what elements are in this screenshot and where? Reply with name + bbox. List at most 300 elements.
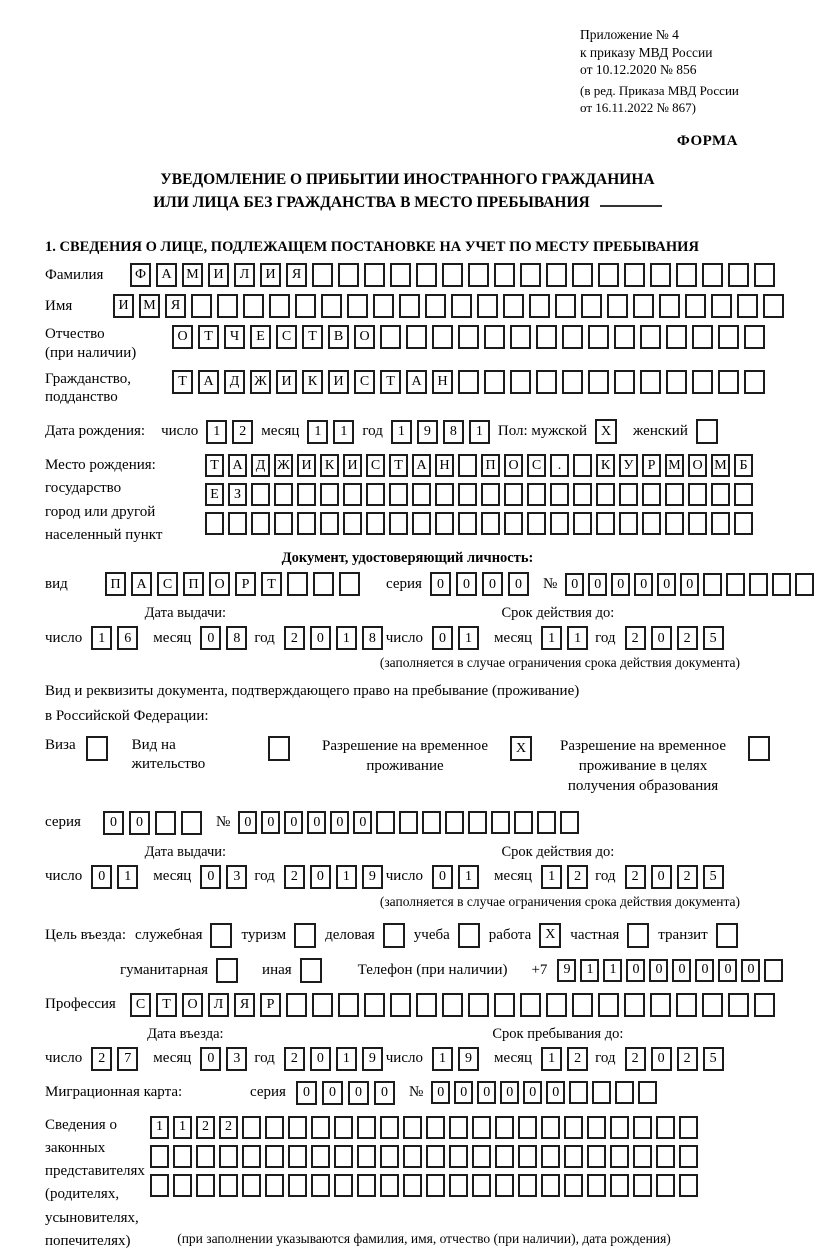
char-cell[interactable]: Т [261,572,282,596]
char-cell[interactable]: 1 [391,420,412,444]
char-cell[interactable] [442,263,463,287]
char-cell[interactable]: 9 [557,959,576,982]
char-cell[interactable]: Т [198,325,219,349]
char-cell[interactable]: 0 [651,626,672,650]
char-cell[interactable]: А [156,263,177,287]
char-cell[interactable]: 1 [150,1116,169,1139]
sex-female-checkbox[interactable] [696,419,718,444]
char-cell[interactable]: Ж [250,370,271,394]
char-cell[interactable] [564,1116,583,1139]
char-cell[interactable] [320,512,339,535]
char-cell[interactable]: 8 [443,420,464,444]
name-cells[interactable] [113,294,784,318]
char-cell[interactable] [666,370,687,394]
char-cell[interactable]: 0 [500,1081,519,1104]
char-cell[interactable]: 1 [580,959,599,982]
char-cell[interactable]: И [297,454,316,477]
tourism-checkbox[interactable] [294,923,316,948]
char-cell[interactable] [472,1116,491,1139]
char-cell[interactable] [614,370,635,394]
char-cell[interactable] [366,512,385,535]
char-cell[interactable]: 5 [703,1047,724,1071]
char-cell[interactable] [734,512,753,535]
char-cell[interactable] [228,512,247,535]
char-cell[interactable] [403,1116,422,1139]
char-cell[interactable]: 9 [362,865,383,889]
char-cell[interactable]: 0 [296,1081,317,1105]
char-cell[interactable]: К [320,454,339,477]
char-cell[interactable] [251,483,270,506]
char-cell[interactable] [728,263,749,287]
char-cell[interactable] [504,483,523,506]
expiry-year-cells[interactable] [625,865,724,889]
char-cell[interactable] [150,1174,169,1197]
char-cell[interactable] [656,1145,675,1168]
char-cell[interactable]: 0 [348,1081,369,1105]
char-cell[interactable] [596,512,615,535]
char-cell[interactable]: 0 [649,959,668,982]
char-cell[interactable]: 1 [91,626,112,650]
study-checkbox[interactable] [458,923,480,948]
char-cell[interactable] [380,1116,399,1139]
char-cell[interactable] [564,1145,583,1168]
char-cell[interactable] [504,512,523,535]
char-cell[interactable]: М [711,454,730,477]
char-cell[interactable] [749,573,768,596]
char-cell[interactable] [373,294,394,318]
char-cell[interactable] [610,1116,629,1139]
char-cell[interactable]: С [130,993,151,1017]
char-cell[interactable] [390,993,411,1017]
char-cell[interactable] [744,325,765,349]
char-cell[interactable]: 1 [336,865,357,889]
char-cell[interactable] [633,1116,652,1139]
char-cell[interactable]: 0 [482,572,503,596]
char-cell[interactable] [243,294,264,318]
char-cell[interactable]: Т [302,325,323,349]
char-cell[interactable] [219,1145,238,1168]
sex-male-checkbox[interactable]: X [595,419,617,444]
char-cell[interactable]: П [481,454,500,477]
char-cell[interactable]: 1 [336,1047,357,1071]
char-cell[interactable] [173,1174,192,1197]
char-cell[interactable] [728,993,749,1017]
char-cell[interactable] [588,370,609,394]
char-cell[interactable] [219,1174,238,1197]
char-cell[interactable] [357,1174,376,1197]
char-cell[interactable]: С [276,325,297,349]
char-cell[interactable] [702,993,723,1017]
char-cell[interactable]: О [688,454,707,477]
char-cell[interactable]: 8 [362,626,383,650]
char-cell[interactable] [311,1116,330,1139]
char-cell[interactable] [520,263,541,287]
char-cell[interactable] [529,294,550,318]
char-cell[interactable]: А [131,572,152,596]
char-cell[interactable]: 0 [508,572,529,596]
char-cell[interactable]: Д [224,370,245,394]
char-cell[interactable] [481,512,500,535]
char-cell[interactable]: 1 [603,959,622,982]
char-cell[interactable]: 0 [432,626,453,650]
char-cell[interactable]: 1 [432,1047,453,1071]
char-cell[interactable] [572,263,593,287]
char-cell[interactable]: 0 [310,626,331,650]
char-cell[interactable]: . [550,454,569,477]
char-cell[interactable] [380,325,401,349]
char-cell[interactable] [560,811,579,834]
char-cell[interactable] [205,512,224,535]
char-cell[interactable]: 0 [523,1081,542,1104]
char-cell[interactable]: 0 [741,959,760,982]
char-cell[interactable] [754,993,775,1017]
char-cell[interactable] [312,993,333,1017]
char-cell[interactable]: 0 [454,1081,473,1104]
patronymic-cells[interactable] [172,325,765,349]
char-cell[interactable]: 2 [625,1047,646,1071]
char-cell[interactable] [546,993,567,1017]
char-cell[interactable] [503,294,524,318]
char-cell[interactable]: 0 [129,811,150,835]
char-cell[interactable] [737,294,758,318]
char-cell[interactable]: Р [642,454,661,477]
expiry-day-cells[interactable] [432,626,479,650]
char-cell[interactable] [412,512,431,535]
char-cell[interactable] [458,454,477,477]
char-cell[interactable]: Т [172,370,193,394]
char-cell[interactable] [572,993,593,1017]
char-cell[interactable] [619,512,638,535]
char-cell[interactable] [321,294,342,318]
representatives-cells-row2[interactable] [150,1145,698,1168]
char-cell[interactable]: 0 [680,573,699,596]
char-cell[interactable] [181,811,202,835]
char-cell[interactable] [744,370,765,394]
char-cell[interactable] [491,811,510,834]
representatives-cells-row3[interactable] [150,1174,698,1197]
char-cell[interactable]: Н [435,454,454,477]
char-cell[interactable] [666,325,687,349]
char-cell[interactable]: 2 [567,865,588,889]
char-cell[interactable] [468,993,489,1017]
char-cell[interactable]: 2 [284,1047,305,1071]
char-cell[interactable]: 1 [469,420,490,444]
char-cell[interactable] [587,1174,606,1197]
char-cell[interactable]: Ч [224,325,245,349]
char-cell[interactable] [451,294,472,318]
char-cell[interactable]: 1 [206,420,227,444]
issue-year-cells[interactable] [284,865,383,889]
char-cell[interactable] [468,811,487,834]
char-cell[interactable]: 5 [703,626,724,650]
char-cell[interactable] [389,483,408,506]
char-cell[interactable] [763,294,784,318]
char-cell[interactable] [614,325,635,349]
char-cell[interactable] [638,1081,657,1104]
char-cell[interactable] [286,993,307,1017]
char-cell[interactable]: 9 [417,420,438,444]
char-cell[interactable]: 0 [353,811,372,834]
char-cell[interactable]: 1 [173,1116,192,1139]
char-cell[interactable] [432,325,453,349]
char-cell[interactable] [711,294,732,318]
residence-number-cells[interactable] [238,811,579,834]
char-cell[interactable] [287,572,308,596]
char-cell[interactable] [265,1116,284,1139]
char-cell[interactable] [150,1145,169,1168]
char-cell[interactable]: 2 [284,865,305,889]
char-cell[interactable]: Я [286,263,307,287]
doc-kind-cells[interactable] [105,572,360,596]
char-cell[interactable] [288,1145,307,1168]
char-cell[interactable] [718,370,739,394]
char-cell[interactable] [550,483,569,506]
char-cell[interactable]: 0 [431,1081,450,1104]
char-cell[interactable] [399,294,420,318]
char-cell[interactable] [406,325,427,349]
char-cell[interactable]: А [406,370,427,394]
char-cell[interactable] [624,263,645,287]
char-cell[interactable]: 1 [117,865,138,889]
temp-residence-checkbox[interactable]: X [510,736,532,761]
doc-series-cells[interactable] [430,572,529,596]
char-cell[interactable] [536,325,557,349]
char-cell[interactable] [312,263,333,287]
birth-place-cells-row2[interactable] [205,483,753,506]
char-cell[interactable]: 9 [362,1047,383,1071]
char-cell[interactable] [598,263,619,287]
char-cell[interactable] [562,370,583,394]
char-cell[interactable] [527,512,546,535]
char-cell[interactable] [564,1174,583,1197]
char-cell[interactable] [426,1116,445,1139]
birth-day-cells[interactable] [206,420,253,444]
char-cell[interactable]: А [198,370,219,394]
char-cell[interactable]: 2 [677,626,698,650]
char-cell[interactable]: 2 [677,865,698,889]
char-cell[interactable] [656,1116,675,1139]
char-cell[interactable]: И [113,294,134,318]
char-cell[interactable]: А [412,454,431,477]
char-cell[interactable] [495,1174,514,1197]
char-cell[interactable] [403,1174,422,1197]
char-cell[interactable]: 0 [657,573,676,596]
char-cell[interactable] [334,1174,353,1197]
char-cell[interactable]: К [302,370,323,394]
char-cell[interactable] [311,1145,330,1168]
expiry-month-cells[interactable] [541,626,588,650]
char-cell[interactable] [403,1145,422,1168]
char-cell[interactable]: В [328,325,349,349]
official-checkbox[interactable] [210,923,232,948]
char-cell[interactable]: А [228,454,247,477]
doc-number-cells[interactable] [565,573,814,596]
char-cell[interactable] [481,483,500,506]
stay-month-cells[interactable] [541,1047,588,1071]
char-cell[interactable] [251,512,270,535]
entry-day-cells[interactable] [91,1047,138,1071]
char-cell[interactable] [685,294,706,318]
char-cell[interactable] [596,483,615,506]
char-cell[interactable]: У [619,454,638,477]
char-cell[interactable]: 3 [226,865,247,889]
char-cell[interactable]: 0 [565,573,584,596]
char-cell[interactable]: 0 [307,811,326,834]
char-cell[interactable] [764,959,783,982]
char-cell[interactable] [357,1116,376,1139]
char-cell[interactable] [640,325,661,349]
char-cell[interactable] [692,370,713,394]
char-cell[interactable]: 1 [307,420,328,444]
char-cell[interactable] [297,512,316,535]
char-cell[interactable]: Т [205,454,224,477]
char-cell[interactable]: 0 [588,573,607,596]
char-cell[interactable] [665,483,684,506]
char-cell[interactable] [624,993,645,1017]
char-cell[interactable]: И [208,263,229,287]
char-cell[interactable] [288,1174,307,1197]
char-cell[interactable] [265,1145,284,1168]
char-cell[interactable] [364,263,385,287]
char-cell[interactable] [426,1174,445,1197]
char-cell[interactable] [615,1081,634,1104]
char-cell[interactable] [702,263,723,287]
char-cell[interactable] [376,811,395,834]
char-cell[interactable] [311,1174,330,1197]
char-cell[interactable] [422,811,441,834]
char-cell[interactable] [518,1145,537,1168]
char-cell[interactable] [581,294,602,318]
char-cell[interactable] [435,483,454,506]
char-cell[interactable]: 0 [695,959,714,982]
private-checkbox[interactable] [627,923,649,948]
issue-month-cells[interactable] [200,865,247,889]
char-cell[interactable] [588,325,609,349]
migration-number-cells[interactable] [431,1081,657,1104]
char-cell[interactable]: И [328,370,349,394]
char-cell[interactable] [518,1116,537,1139]
char-cell[interactable] [389,512,408,535]
char-cell[interactable] [217,294,238,318]
char-cell[interactable]: 1 [541,626,562,650]
birth-place-cells-row3[interactable] [205,512,753,535]
residence-permit-checkbox[interactable] [268,736,290,761]
char-cell[interactable]: 0 [651,1047,672,1071]
char-cell[interactable]: 2 [232,420,253,444]
char-cell[interactable]: 0 [651,865,672,889]
char-cell[interactable]: И [276,370,297,394]
char-cell[interactable]: С [527,454,546,477]
char-cell[interactable] [679,1145,698,1168]
char-cell[interactable] [313,572,334,596]
char-cell[interactable]: 1 [333,420,354,444]
char-cell[interactable] [650,993,671,1017]
char-cell[interactable]: Р [235,572,256,596]
char-cell[interactable] [449,1174,468,1197]
char-cell[interactable] [242,1145,261,1168]
char-cell[interactable]: Д [251,454,270,477]
humanitarian-checkbox[interactable] [216,958,238,983]
char-cell[interactable] [242,1116,261,1139]
char-cell[interactable] [642,483,661,506]
char-cell[interactable] [495,1145,514,1168]
birth-place-cells-row1[interactable] [205,454,753,477]
char-cell[interactable] [633,294,654,318]
char-cell[interactable] [338,993,359,1017]
issue-day-cells[interactable] [91,626,138,650]
char-cell[interactable]: С [157,572,178,596]
char-cell[interactable] [527,483,546,506]
char-cell[interactable] [477,294,498,318]
char-cell[interactable] [587,1145,606,1168]
char-cell[interactable]: 2 [91,1047,112,1071]
char-cell[interactable] [472,1174,491,1197]
char-cell[interactable]: 0 [200,865,221,889]
char-cell[interactable] [619,483,638,506]
char-cell[interactable]: 0 [322,1081,343,1105]
char-cell[interactable]: З [228,483,247,506]
char-cell[interactable] [718,325,739,349]
char-cell[interactable]: Я [234,993,255,1017]
birth-year-cells[interactable] [391,420,490,444]
char-cell[interactable] [587,1116,606,1139]
representatives-cells-row1[interactable] [150,1116,698,1139]
char-cell[interactable]: 0 [261,811,280,834]
char-cell[interactable]: 1 [458,626,479,650]
char-cell[interactable]: 0 [284,811,303,834]
char-cell[interactable]: Р [260,993,281,1017]
char-cell[interactable] [343,512,362,535]
char-cell[interactable] [772,573,791,596]
char-cell[interactable] [692,325,713,349]
char-cell[interactable]: Е [250,325,271,349]
char-cell[interactable] [562,325,583,349]
char-cell[interactable] [288,1116,307,1139]
char-cell[interactable] [242,1174,261,1197]
entry-year-cells[interactable] [284,1047,383,1071]
char-cell[interactable]: Е [205,483,224,506]
char-cell[interactable]: О [504,454,523,477]
char-cell[interactable] [366,483,385,506]
char-cell[interactable] [173,1145,192,1168]
char-cell[interactable] [297,483,316,506]
stay-day-cells[interactable] [432,1047,479,1071]
char-cell[interactable]: 0 [238,811,257,834]
char-cell[interactable] [541,1145,560,1168]
char-cell[interactable] [569,1081,588,1104]
char-cell[interactable]: 0 [634,573,653,596]
char-cell[interactable] [546,263,567,287]
char-cell[interactable]: О [354,325,375,349]
char-cell[interactable] [380,1145,399,1168]
char-cell[interactable] [656,1174,675,1197]
char-cell[interactable] [610,1174,629,1197]
char-cell[interactable]: 2 [567,1047,588,1071]
char-cell[interactable] [357,1145,376,1168]
char-cell[interactable] [514,811,533,834]
char-cell[interactable] [676,993,697,1017]
char-cell[interactable] [416,993,437,1017]
char-cell[interactable]: О [172,325,193,349]
char-cell[interactable] [472,1145,491,1168]
citizenship-cells[interactable] [172,370,765,394]
char-cell[interactable] [510,325,531,349]
char-cell[interactable] [435,512,454,535]
char-cell[interactable]: 0 [718,959,737,982]
char-cell[interactable] [610,1145,629,1168]
char-cell[interactable]: 1 [541,1047,562,1071]
char-cell[interactable]: 1 [458,865,479,889]
